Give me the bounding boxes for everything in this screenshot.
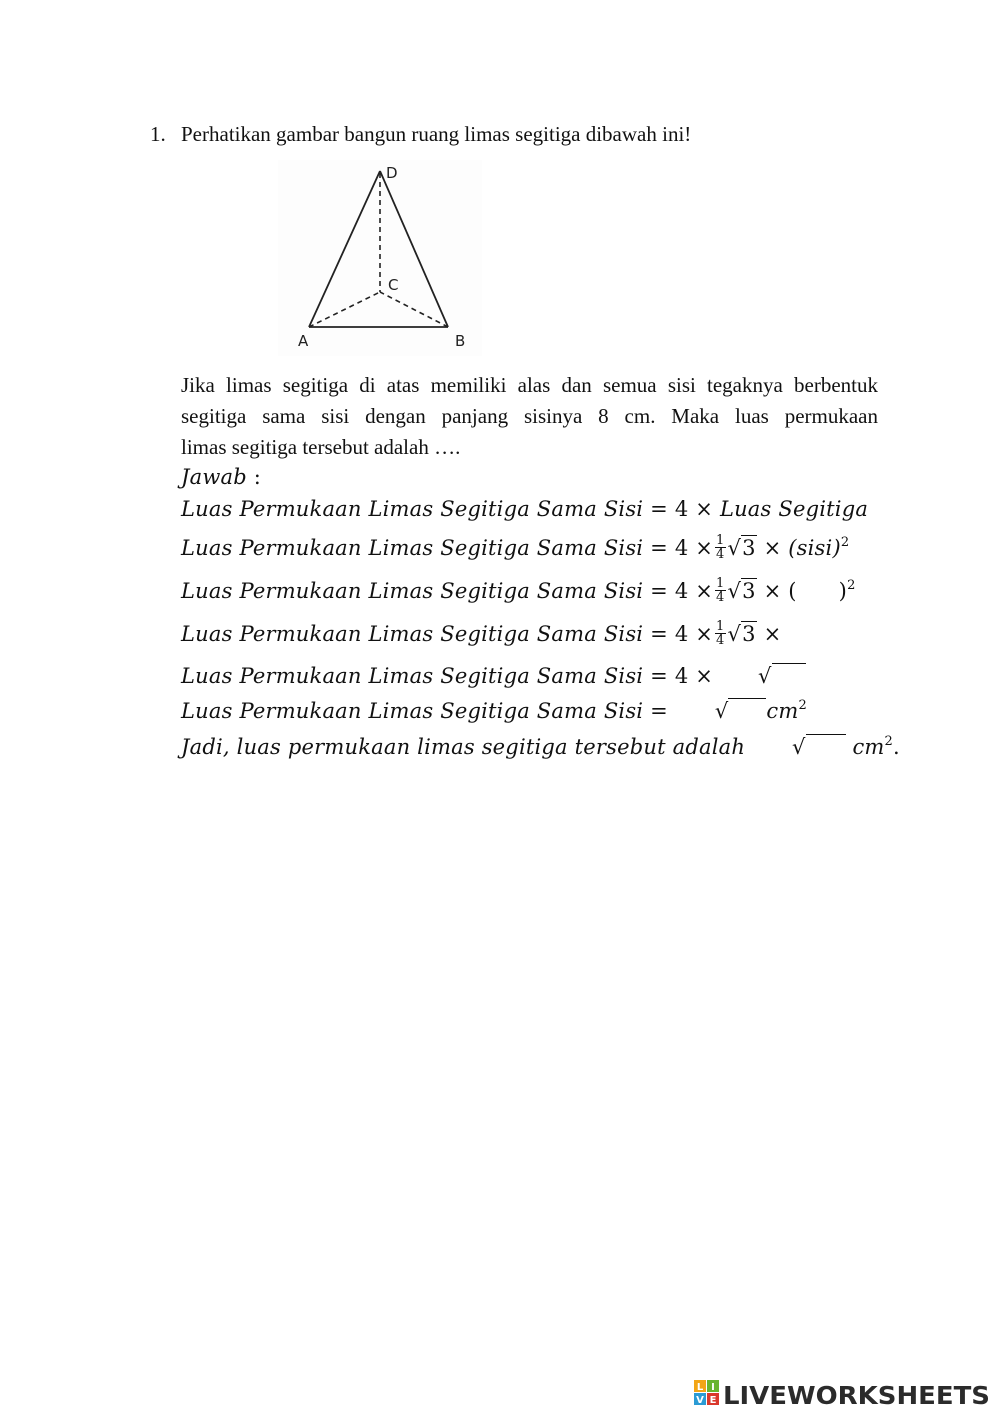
eq4-four-times: 4 × — [674, 622, 714, 646]
eq1-luas-segitiga: Luas Segitiga — [719, 497, 869, 521]
liveworksheets-badge — [694, 1380, 719, 1406]
equation-line-5 — [181, 663, 806, 688]
badge-letter-e: E — [709, 1395, 717, 1406]
paragraph-line-1: Jika limas segitiga di atas memiliki alas dan semua sisi tegaknya berbentuk — [181, 373, 878, 397]
eq2-equals: = — [650, 536, 668, 560]
badge-letter-l: L — [696, 1382, 704, 1393]
paragraph-line-2: segitiga sama sisi dengan panjang sisinya 8 cm. Maka luas permukaan — [181, 404, 878, 428]
edge-ad — [309, 171, 380, 327]
conclusion-sqrt: √ — [792, 734, 846, 759]
eq2-square: 2 — [840, 535, 850, 550]
vertex-label-c: C — [388, 276, 399, 294]
eq6-cm: cm — [766, 699, 799, 723]
badge-letter-i: I — [711, 1382, 715, 1393]
eq3-four-times: 4 × — [674, 579, 714, 603]
eq3-equals: = — [650, 579, 668, 603]
vertex-label-b: B — [455, 332, 466, 350]
eq3-times: × — [763, 579, 782, 603]
eq4-sqrt-3: √3 — [727, 622, 756, 646]
eq4-equals: = — [650, 622, 668, 646]
eq6-radicand-blank[interactable] — [728, 698, 766, 723]
question-number: 1. — [150, 122, 166, 146]
equation-line-6 — [181, 698, 807, 723]
eq6-equals: = — [650, 699, 668, 723]
badge-letter-v: V — [696, 1395, 704, 1406]
answer-label — [181, 465, 261, 489]
conclusion-text: Jadi, luas permukaan limas segitiga tersebut adalah — [181, 735, 746, 759]
eq5-equals: = — [650, 664, 668, 688]
equation-line-1 — [181, 497, 868, 521]
pyramid-figure — [278, 160, 482, 356]
paragraph-line-3: limas segitiga tersebut adalah …. — [181, 435, 461, 459]
equation-line-4 — [181, 621, 838, 649]
eq4-lhs: Luas Permukaan Limas Segitiga Sama Sisi — [181, 622, 644, 646]
conclusion-line — [181, 734, 900, 759]
eq3-close-paren: ) — [838, 579, 848, 603]
eq5-radicand-blank[interactable] — [772, 663, 806, 688]
conclusion-period: . — [893, 735, 900, 759]
eq2-sisi: (sisi) — [788, 536, 841, 560]
jawab-colon: : — [253, 465, 262, 489]
edge-bd — [380, 171, 448, 327]
edge-ac — [309, 292, 380, 327]
conclusion-cm: cm — [852, 735, 885, 759]
vertex-label-d: D — [386, 164, 398, 182]
vertex-label-a: A — [298, 332, 309, 350]
eq5-sqrt: √ — [758, 663, 806, 688]
eq1-lhs: Luas Permukaan Limas Segitiga Sama Sisi — [181, 497, 644, 521]
equation-line-3 — [181, 578, 856, 606]
jawab-text: Jawab — [181, 465, 247, 489]
conclusion-radicand-blank[interactable] — [806, 734, 846, 759]
question-text: Perhatikan gambar bangun ruang limas segitiga dibawah ini! — [181, 122, 692, 146]
eq4-fraction: $\frac{1}{4}$ — [716, 619, 725, 648]
eq3-square: 2 — [847, 578, 856, 593]
eq2-sqrt-3: √3 — [727, 536, 756, 560]
edge-bc — [380, 292, 448, 327]
eq6-sqrt: √ — [715, 698, 767, 723]
eq2-times: × — [763, 536, 782, 560]
liveworksheets-wordmark: LIVEWORKSHEETS — [723, 1381, 990, 1408]
eq6-lhs: Luas Permukaan Limas Segitiga Sama Sisi — [181, 699, 644, 723]
eq3-open-paren: ( — [788, 579, 797, 603]
eq3-fraction: $\frac{1}{4}$ — [716, 576, 725, 605]
equation-line-2 — [181, 535, 849, 563]
eq5-four-times: 4 × — [674, 664, 714, 688]
problem-paragraph — [181, 370, 878, 463]
eq5-lhs: Luas Permukaan Limas Segitiga Sama Sisi — [181, 664, 644, 688]
eq3-lhs: Luas Permukaan Limas Segitiga Sama Sisi — [181, 579, 644, 603]
eq2-lhs: Luas Permukaan Limas Segitiga Sama Sisi — [181, 536, 644, 560]
eq2-fraction: $\frac{1}{4}$ — [716, 533, 725, 562]
eq4-times: × — [763, 622, 782, 646]
eq3-sqrt-3: √3 — [727, 579, 756, 603]
eq1-equals: = — [650, 497, 668, 521]
conclusion-square: 2 — [884, 734, 894, 749]
eq2-four-times: 4 × — [674, 536, 714, 560]
eq6-square: 2 — [798, 698, 807, 713]
liveworksheets-logo — [694, 1378, 992, 1408]
eq1-four-times: 4 × — [674, 497, 714, 521]
